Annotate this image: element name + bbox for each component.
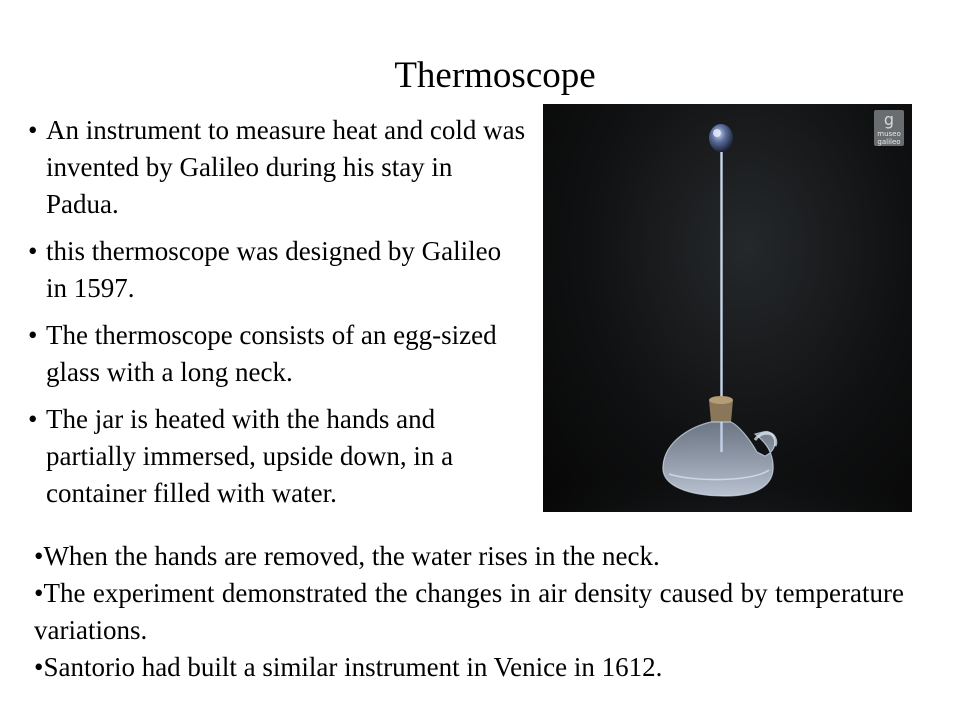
bullet-dot: •	[28, 320, 38, 350]
bottom-bullet	[34, 649, 904, 686]
bullet-text: An instrument to measure heat and cold was invented by Galileo during his stay in Padua.	[46, 115, 526, 219]
bullet-item	[28, 401, 526, 512]
bottom-bullet-text: The experiment demonstrated the changes in air density caused by temperature variations.	[34, 578, 904, 645]
bottom-bullet	[34, 575, 904, 649]
bullet-text: The thermoscope consists of an egg-sized glass with a long neck.	[46, 320, 497, 387]
bulb-highlight	[713, 129, 721, 137]
bullet-item	[28, 112, 526, 223]
thermoscope-illustration	[543, 104, 912, 512]
top-bulb	[709, 124, 733, 152]
slide-title: Thermoscope	[394, 55, 596, 96]
bullet-dot: •	[34, 541, 44, 571]
logo-line: galileo	[877, 138, 901, 146]
museo-galileo-logo	[874, 110, 904, 146]
bullet-item	[28, 233, 526, 307]
bullet-text: this thermoscope was designed by Galileo in 1597.	[46, 236, 502, 303]
bullet-dot: •	[28, 236, 38, 266]
bullet-dot: •	[28, 115, 38, 145]
thermoscope-photo	[543, 104, 912, 512]
bottom-bullet	[34, 538, 904, 575]
bullet-dot: •	[28, 404, 38, 434]
bottom-notes	[34, 538, 904, 686]
cork-top	[709, 396, 733, 404]
bullet-item	[28, 317, 526, 391]
bullet-text: The jar is heated with the hands and partially immersed, upside down, in a container filled with water.	[46, 404, 454, 508]
bottom-bullet-text: Santorio had built a similar instrument in Venice in 1612.	[43, 652, 663, 682]
bullet-dot: •	[34, 652, 44, 682]
logo-line: museo	[877, 130, 901, 138]
bullet-list	[28, 112, 526, 522]
bottom-bullet-text: When the hands are removed, the water rises in the neck.	[43, 541, 660, 571]
bullet-dot: •	[34, 578, 44, 608]
logo-mark: g	[883, 110, 895, 129]
